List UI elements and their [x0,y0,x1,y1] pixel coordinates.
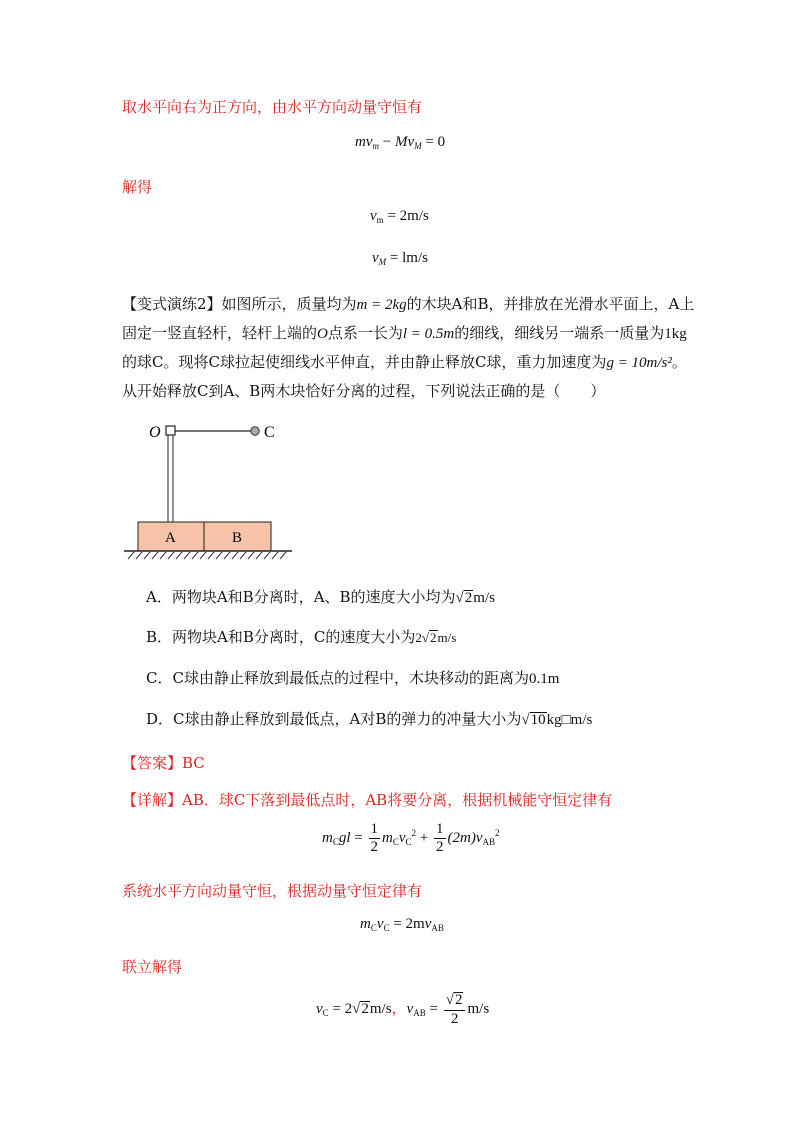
physics-figure [120,418,300,568]
detail-text: 【详解】AB．球C下落到最低点时，AB将要分离，根据机械能守恒定律有 [122,791,613,809]
problem-line-2: 固定一竖直轻杆，轻杆上端的O点系一长为l = 0.5m的细线，细线另一端系一质量为1kg [122,324,687,342]
jiede-label-1: 解得 [122,178,153,196]
option-B[interactable]: B．两物块A和B分离时，C的速度大小为2√2m/s [146,628,457,646]
intro-text: 取水平向右为正方向，由水平方向动量守恒有 [122,98,423,116]
equation-momentum-1: $mv_m - Mv_M = 0$ [355,134,446,151]
problem-line-1: 【变式演练2】如图所示，质量均为m = 2kg的木块A和B，并排放在光滑水平面上，A上 [122,295,695,313]
option-A[interactable]: A．两物块A和B分离时，A、B的速度大小均为√2m/s [146,588,495,606]
label-A: A [165,530,176,546]
equation-momentum-2: $m_Cv_C = 2mv_{AB}$ [360,916,444,933]
answer-text: 【答案】BC [122,754,205,772]
momentum-text: 系统水平方向动量守恒，根据动量守恒定律有 [122,882,423,900]
option-C[interactable]: C．C球由静止释放到最低点的过程中，木块移动的距离为0.1m [146,669,560,687]
problem-line-4: 从开始释放C到A、B两木块恰好分离的过程，下列说法正确的是（ ） [122,382,606,400]
problem-line-3: 的球C。现将C球拉起使细线水平伸直，并由静止释放C球，重力加速度为g = 10m/s²。 [122,353,687,371]
equation-vM: $v_M = lm/s$ [372,250,428,267]
equation-solution: $v_C = 2√2m/s$，$v_{AB}$ = $\frac{√2}{2}$ m/s [316,992,490,1027]
label-O: O [149,424,161,441]
vertical-rod [168,432,173,522]
option-D[interactable]: D．C球由静止释放到最低点，A对B的弹力的冲量大小为√10kg□m/s [146,710,593,728]
pivot-O [166,426,175,435]
label-B: B [232,530,243,546]
ground-hatch [128,552,286,559]
equation-vm: $v_m = 2m/s$ [370,208,429,225]
label-C: C [264,424,275,441]
ball-C [251,427,259,435]
equation-energy: $m_Cgl$ = $\frac{1}{2}$ $m_Cv_C^2$ + $\frac{1}{2}$ $(2m)v_{AB}^2$ [322,821,500,855]
jiede-label-2: 联立解得 [122,958,183,976]
